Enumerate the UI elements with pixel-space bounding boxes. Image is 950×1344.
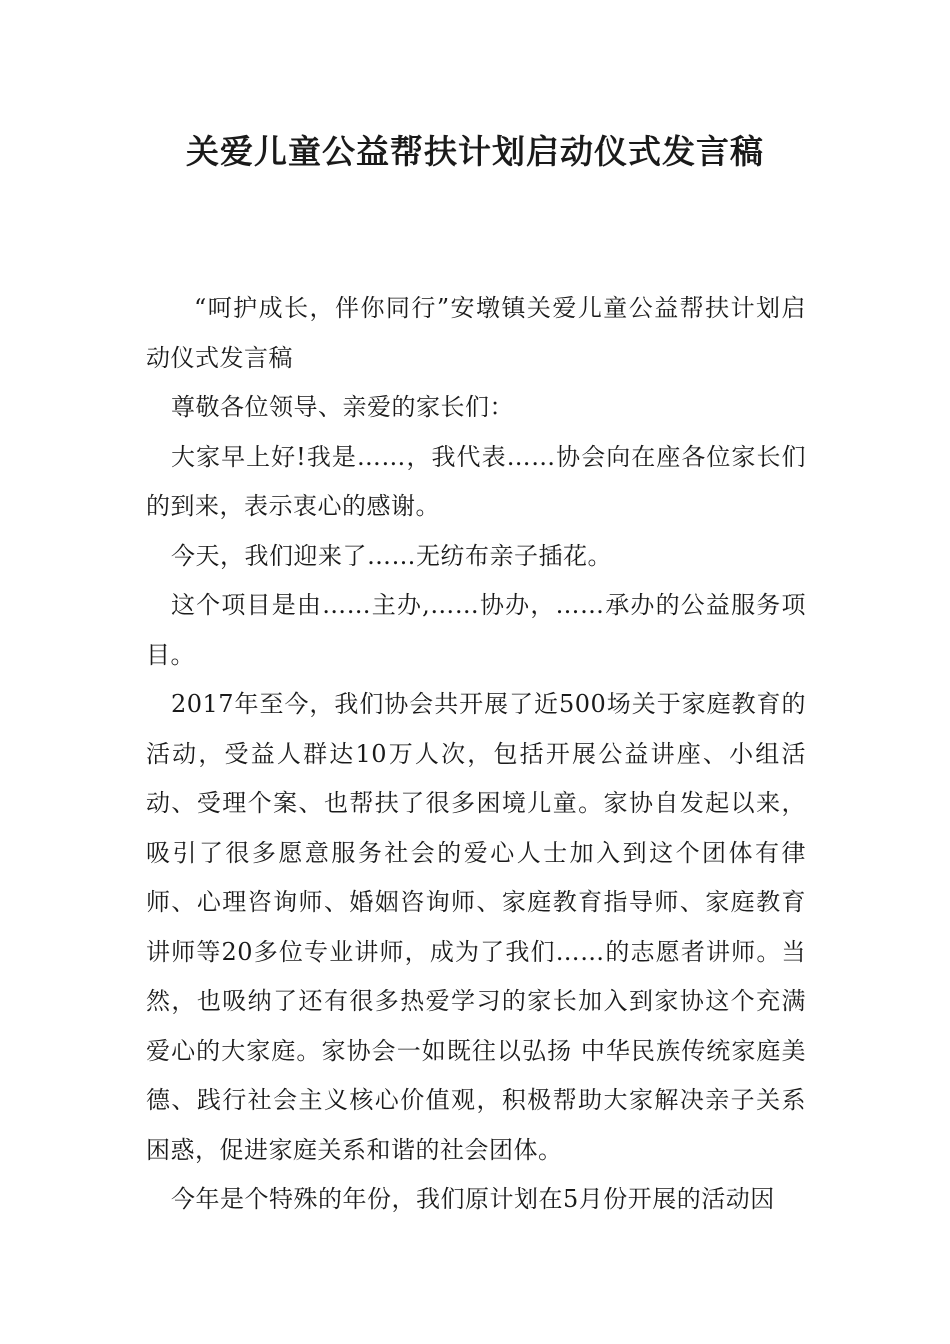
document-title: 关爱儿童公益帮扶计划启动仪式发言稿 <box>186 132 764 171</box>
document-body <box>146 284 806 1225</box>
paragraph-greeting: 大家早上好!我是……，我代表……协会向在座各位家长们的到来，表示衷心的感谢。 <box>146 442 806 520</box>
paragraph-subtitle: “呵护成长，伴你同行”安墩镇关爱儿童公益帮扶计划启动仪式发言稿 <box>146 294 806 372</box>
paragraph-this-year: 今年是个特殊的年份，我们原计划在5月份开展的活动因 <box>171 1185 775 1213</box>
paragraph-today: 今天，我们迎来了……无纺布亲子插花。 <box>171 541 612 570</box>
paragraph-project: 这个项目是由……主办,……协办，……承办的公益服务项目。 <box>146 591 806 669</box>
paragraph-history: 2017年至今，我们协会共开展了近500场关于家庭教育的活动，受益人群达10万人次，包括开展公益讲座、小组活动、受理个案、也帮扶了很多困境儿童。家协自发起以来，吸引了很多愿意服务社会的爱心人士加入到这个团体有律师、心理咨询师、婚姻咨询师、家庭教育指导师、家庭教育讲师等20多位专业讲师，成为了我们……的志愿者讲师。当然，也吸纳了还有很多热爱学习的家长加入到家协这个充满爱心的大家庭。家协会一如既往以弘扬 中华民族传统家庭美德、践行社会主义核心价值观，积极帮助大家解决亲子关系困惑，促进家庭关系和谐的社会团体。 <box>146 690 806 1164</box>
paragraph-salutation: 尊敬各位领导、亲爱的家长们： <box>171 393 514 421</box>
